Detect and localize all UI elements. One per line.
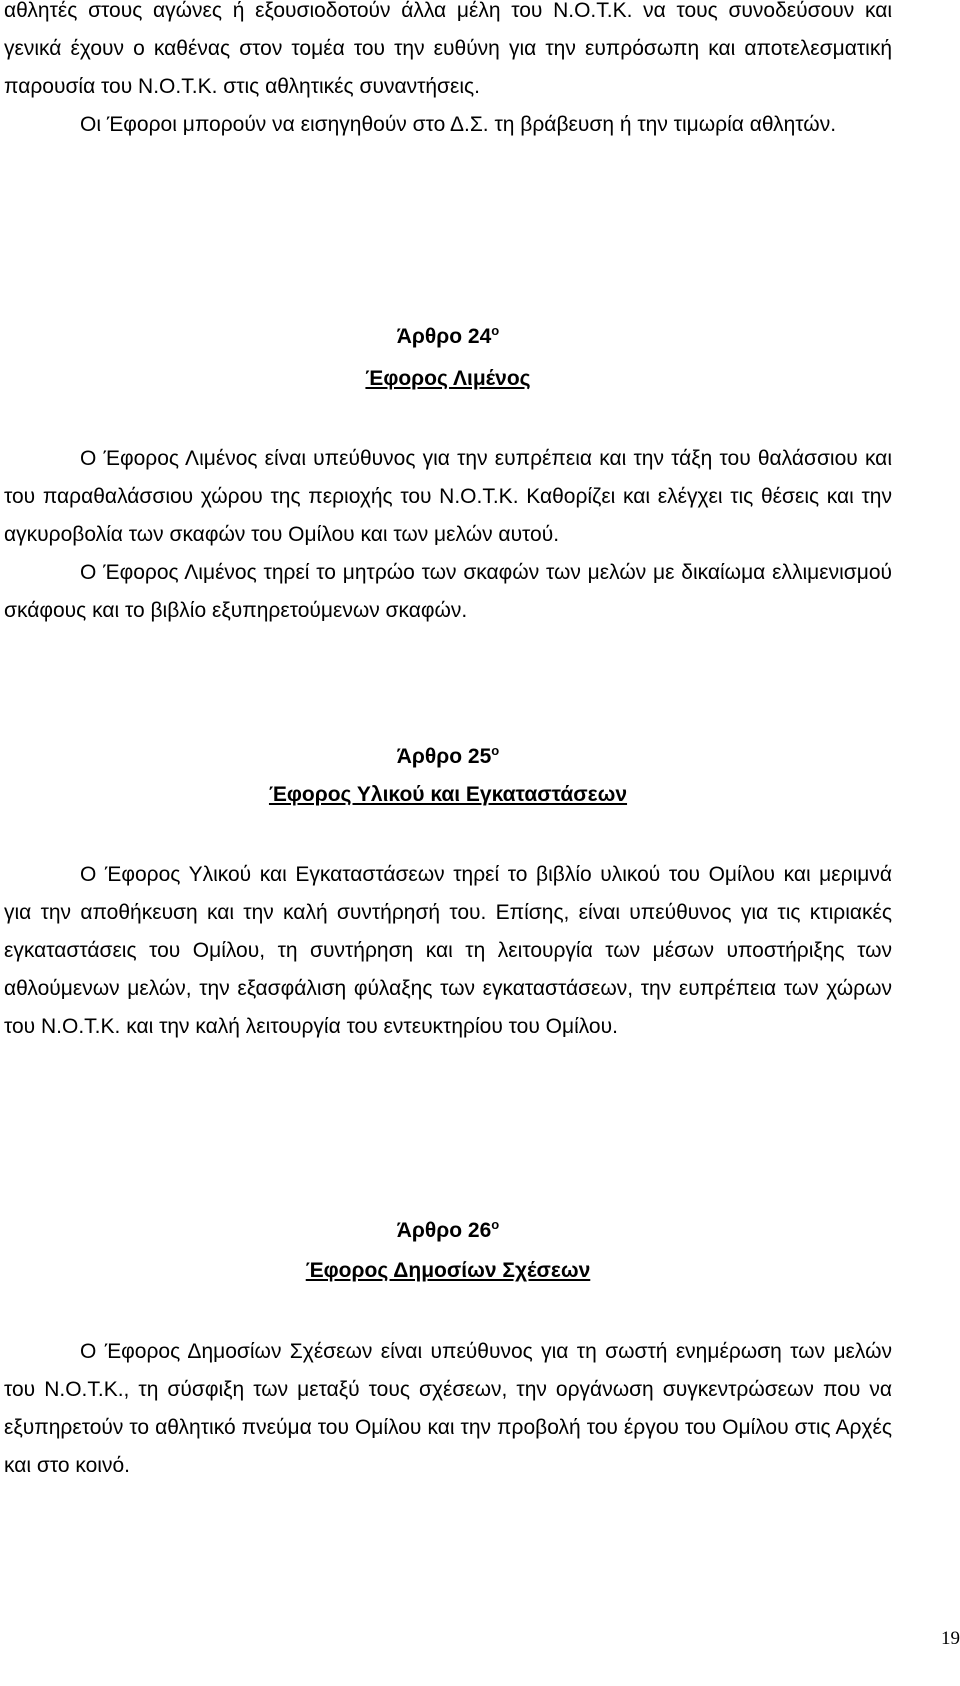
article-24-ordinal: ο: [491, 323, 500, 338]
page-number: 19: [941, 1628, 960, 1649]
article-25-ordinal: ο: [491, 743, 500, 758]
article-24-body-text-2: Ο Έφορος Λιμένος τηρεί το μητρώο των σκαφών των μελών με δικαίωμα ελλιμενισμού σκάφους και το βιβλίο εξυπηρετούμενων σκαφών.: [4, 561, 892, 622]
intro-text: αθλητές στους αγώνες ή εξουσιοδοτούν άλλα μέλη του Ν.Ο.Τ.Κ. να τους συνοδεύσουν και γενικά έχουν ο καθένας στον τομέα του την ευθύνη για την ευπρόσωπη και αποτελεσματική παρουσία του Ν.Ο.Τ.Κ. στις αθλητικές συναντήσεις.: [4, 0, 892, 98]
article-25-body-text: Ο Έφορος Υλικού και Εγκαταστάσεων τηρεί το βιβλίο υλικού του Ομίλου και μεριμνά για την αποθήκευση και την καλή συντήρησή του. Επίσης, είναι υπεύθυνος για τις κτιριακές εγκαταστάσεις του Ομίλου, τη συντήρηση και τη λειτουργία των μέσων υποστήριξης των αθλούμενων μελών, την εξασφάλιση φύλαξης των εγκαταστάσεων, την ευπρέπεια των χώρων του Ν.Ο.Τ.Κ. και την καλή λειτουργία του εντευκτηρίου του Ομίλου.: [4, 863, 892, 1038]
article-25-number: Άρθρο $25^o$: [396, 743, 500, 768]
article-25-title: Έφορος Υλικού και Εγκαταστάσεων: [268, 783, 628, 806]
intro-text-2: Οι Έφοροι μπορούν να εισηγηθούν στο Δ.Σ. τη βράβευση ή την τιμωρία αθλητών.: [80, 113, 837, 136]
article-26-number: Άρθρο $26^o$: [396, 1217, 500, 1242]
article-24-body-text: Ο Έφορος Λιμένος είναι υπεύθυνος για την ευπρέπεια και την τάξη του θαλάσσιου και του παραθαλάσσιου χώρου της περιοχής του Ν.Ο.Τ.Κ. Καθορίζει και ελέγχει τις θέσεις και την αγκυροβολία των σκαφών του Ομίλου και των μελών αυτού.: [4, 447, 892, 546]
article-26-ordinal: ο: [491, 1217, 500, 1232]
article-26-body: [4, 1333, 892, 1485]
article-24-body: [4, 440, 892, 630]
article-25-body: [4, 856, 892, 1046]
article-26-body-text: Ο Έφορος Δημοσίων Σχέσεων είναι υπεύθυνος για τη σωστή ενημέρωση των μελών του Ν.Ο.Τ.Κ., τη σύσφιξη των μεταξύ τους σχέσεων, την οργάνωση συγκεντρώσεων που να εξυπηρετούν το αθλητικό πνεύμα του Ομίλου και την προβολή του έργου του Ομίλου στις Αρχές και στο κοινό.: [4, 1340, 892, 1477]
article-26-title: Έφορος Δημοσίων Σχέσεων: [305, 1259, 591, 1282]
article-24-title: Έφορος Λιμένος: [365, 367, 531, 390]
intro-paragraph: [4, 0, 892, 144]
article-24-number: Άρθρο $24^o$: [396, 323, 500, 348]
